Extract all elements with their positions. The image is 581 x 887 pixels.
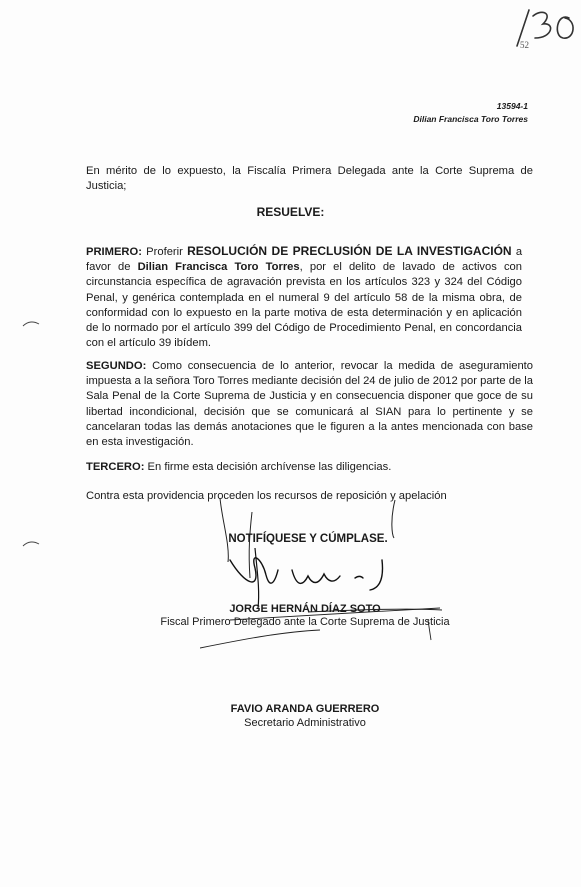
- header-reference: [413, 100, 528, 126]
- tercero-label: TERCERO:: [86, 461, 145, 473]
- handwritten-signature: [200, 490, 460, 655]
- primero-label: PRIMERO:: [86, 246, 142, 258]
- primero-rest: , por el delito de lavado de activos con circunstancia específica de agravación prevista en los artículos 323 y 324 del Código Penal, y genérica contemplada en el numeral 9 del artículo 58 de la misma obra, de conformidad con lo expuesto en la parte motiva de esta determinación y en aplicación de lo normado por el artículo 399 del Código de Procedimiento Penal, en concordancia con el artículo 39 ibídem.: [86, 261, 522, 350]
- tercero-text: En firme esta decisión archívense las diligencias.: [147, 461, 392, 473]
- header-person-name: Dilian Francisca Toro Torres: [413, 114, 528, 124]
- resuelve-heading: RESUELVE:: [256, 205, 325, 219]
- secretary-title: Secretario Administrativo: [244, 717, 366, 729]
- primero-paragraph: [86, 244, 522, 351]
- signer-name: JORGE HERNÁN DÍAZ SOTO: [229, 603, 381, 615]
- recursos-paragraph: Contra esta providencia proceden los recursos de reposición y apelación: [86, 490, 447, 502]
- primero-name: Dilian Francisca Toro Torres: [137, 261, 300, 274]
- handwritten-folio-number: [503, 6, 578, 48]
- signer-title: Fiscal Primero Delegado ante la Corte Suprema de Justicia: [160, 616, 450, 628]
- intro-paragraph: En mérito de lo expuesto, la Fiscalía Primera Delegada ante la Corte Suprema de Justicia;: [86, 165, 533, 193]
- primero-verb: Proferir: [146, 246, 183, 258]
- notifiquese-line: NOTIFÍQUESE Y CÚMPLASE.: [228, 533, 388, 545]
- case-number: 13594-1: [496, 101, 528, 111]
- primero-favor: a favor de: [86, 246, 523, 274]
- secretary-name: FAVIO ARANDA GUERRERO: [230, 703, 380, 715]
- segundo-label: SEGUNDO:: [86, 360, 147, 372]
- primero-resolution: RESOLUCIÓN DE PRECLUSIÓN DE LA INVESTIGACIÓN: [187, 244, 512, 258]
- page-number: 52: [520, 40, 529, 50]
- tercero-paragraph: [86, 460, 533, 475]
- margin-mark-top: [22, 320, 40, 328]
- margin-mark-bottom: [22, 540, 40, 548]
- segundo-paragraph: [86, 359, 533, 450]
- segundo-text: Como consecuencia de lo anterior, revocar la medida de aseguramiento impuesta a la señora Toro Torres mediante decisión del 24 de julio de 2012 por parte de la Sala Penal de la Corte Suprema de Justicia y en consecuencia disponer que goce de su libertad incondicional, decisión que se comunicará al SIAN para lo pertinente y se cancelaran todas las demás anotaciones que le figuren a la antes mencionada con base en esta investigación.: [86, 360, 534, 449]
